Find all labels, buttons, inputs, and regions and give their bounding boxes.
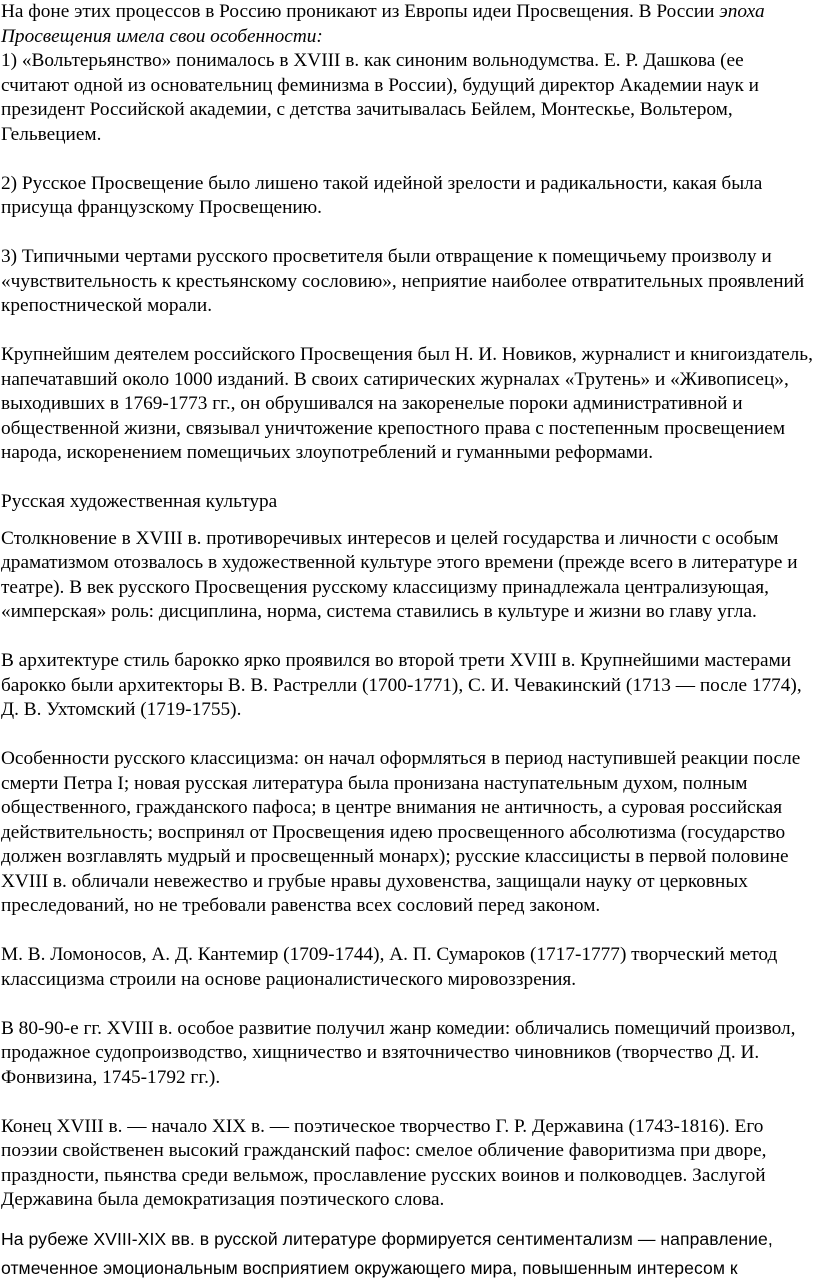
- intro-italic-text: эпоха Просвещения имела свои особенности:: [1, 1, 765, 47]
- paragraph-gap: [1, 147, 816, 172]
- intro-text: На фоне этих процессов в Россию проникают из Европы идеи Просвещения. В России: [1, 1, 720, 22]
- section-paragraph-6: Конец XVIII в. — начало XIX в. — поэтическое творчество Г. Р. Державина (1743-1816). Его поэзии свойственен высокий гражданский пафос: смелое обличение фаворитизма при дворе, праздности, пьянства среди вельмож, прославление русских воинов и полководцев. Заслугой Державина была демократизация поэтического слова.: [1, 1115, 767, 1210]
- feature-item-3: 3) Типичными чертами русского просветителя были отвращение к помещичьему произволу и «чувствительность к крестьянскому сословию», неприятие наиболее отвратительных проявлений крепостнической морали.: [1, 246, 805, 316]
- section-paragraph-5: В 80-90-е гг. XVIII в. особое развитие получил жанр комедии: обличались помещичий произвол, продажное судопроизводство, хищничество и взяточничество чиновников (творчество Д. И. Фонвизина, 1745-1792 гг.).: [1, 1017, 796, 1088]
- paragraph-gap: [1, 1090, 816, 1115]
- sentimentalism-paragraph: [1, 1225, 816, 1283]
- paragraph-gap: [1, 1213, 816, 1225]
- intro-paragraph: [1, 0, 816, 49]
- sentimentalism-line-1: На рубеже XVIII-XIX вв. в русской литературе формируется сентиментализм — направление,: [1, 1228, 773, 1249]
- section-paragraph-3: Особенности русского классицизма: он начал оформляться в период наступившей реакции после смерти Петра I; новая русская литература была пронизана наступательным духом, полным общественного, гражданского пафоса; в центре внимания не античность, а суровая российская действительность; воспринял от Просвещения идею просвещенного абсолютизма (государство должен возглавлять мудрый и просвещенный монарх); русские классицисты в первой половине XVIII в. обличали невежество и грубые нравы духовенства, защищали науку от церковных преследований, но не требовали равенства всех сословий перед законом.: [1, 748, 801, 916]
- section-heading: Русская художественная культура: [1, 491, 278, 512]
- paragraph-gap: [1, 625, 816, 650]
- feature-item-1: 1) «Вольтерьянство» понималось в XVIII в. как синоним вольнодумства. Е. Р. Дашкова (ее считают одной из основательниц феминизма в России), будущий директор Академии наук и президент Российской академии, с детства зачитывалась Бейлем, Монтескье, Вольтером, Гельвецием.: [1, 50, 759, 145]
- paragraph-gap: [1, 919, 816, 944]
- novikov-paragraph: Крупнейшим деятелем российского Просвещения был Н. И. Новиков, журналист и книгоиздатель, напечатавший около 1000 изданий. В своих сатирических журналах «Трутень» и «Живописец», выходивших в 1769-1773 гг., он обрушивался на закоренелые пороки административной и общественной жизни, связывал уничтожение крепостного права с постепенным просвещением народа, искоренением помещичьих злоупотреблений и гуманными реформами.: [1, 344, 813, 463]
- paragraph-gap: [1, 319, 816, 344]
- paragraph-gap: [1, 515, 816, 527]
- paragraph-gap: [1, 992, 816, 1017]
- paragraph-gap: [1, 466, 816, 491]
- section-paragraph-2: В архитектуре стиль барокко ярко проявился во второй трети XVIII в. Крупнейшими мастерами барокко были архитекторы В. В. Растрелли (1700-1771), С. И. Чевакинский (1713 — после 1774), Д. В. Ухтомский (1719-1755).: [1, 650, 802, 720]
- section-paragraph-1: Столкновение в XVIII в. противоречивых интересов и целей государства и личности с особым драматизмом отозвалось в художественной культуре этого времени (прежде всего в литературе и театре). В век русского Просвещения русскому классицизму принадлежала централизующая, «имперская» роль: дисциплина, норма, система ставились в культуре и жизни во главу угла.: [1, 527, 798, 622]
- section-paragraph-4: М. В. Ломоносов, А. Д. Кантемир (1709-1744), А. П. Сумароков (1717-1777) творческий метод классицизма строили на основе рационалистического мировоззрения.: [1, 944, 778, 990]
- paragraph-gap: [1, 221, 816, 246]
- paragraph-gap: [1, 723, 816, 748]
- feature-item-2: 2) Русское Просвещение было лишено такой идейной зрелости и радикальности, какая была присуща французскому Просвещению.: [1, 172, 763, 218]
- sentimentalism-line-2: отмеченное эмоциональным восприятием окружающего мира, повышенным интересом к: [1, 1257, 738, 1278]
